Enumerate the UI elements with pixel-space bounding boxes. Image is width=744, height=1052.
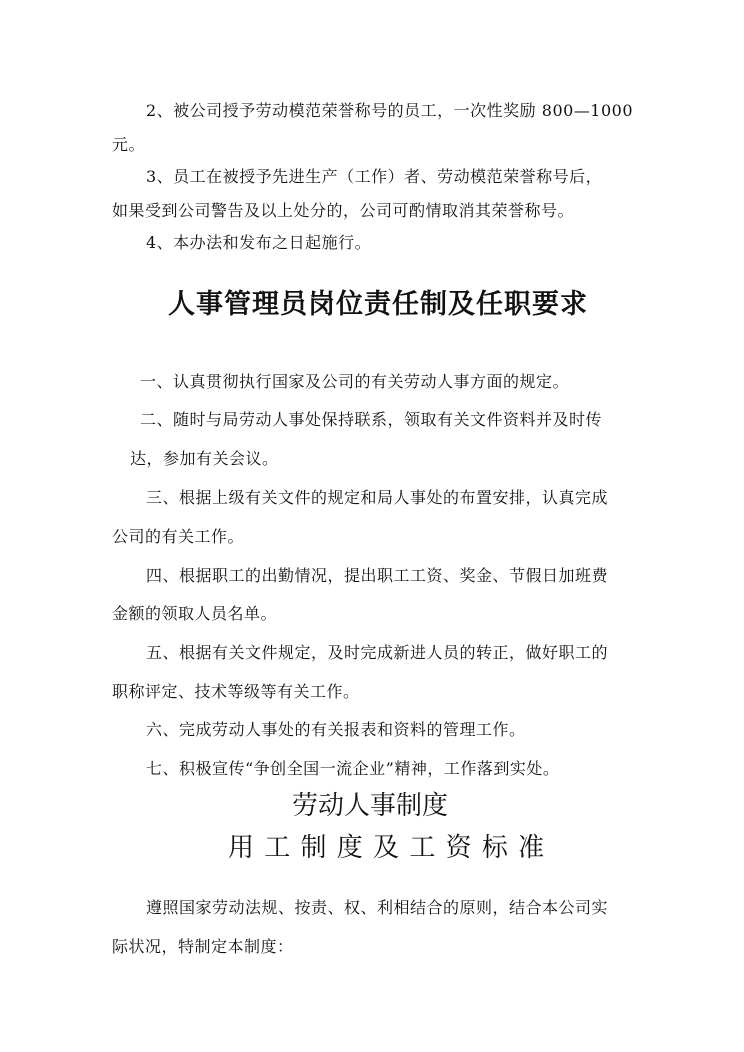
section-subtitle-employment-salary: 用 工 制 度 及 工 资 标 准 [228,833,546,863]
paragraph-item3-line2: 如果受到公司警告及以上处分的，公司可酌情取消其荣誉称号。 [112,201,575,220]
duty-item-5-line1: 五、根据有关文件规定，及时完成新进人员的转正，做好职工的 [146,643,609,662]
duty-item-3-line1: 三、根据上级有关文件的规定和局人事处的布置安排，认真完成 [146,488,609,507]
section-title-labor-system: 劳动人事制度 [292,791,449,821]
duty-item-2-line1: 二、随时与局劳动人事处保持联系，领取有关文件资料并及时传 [140,410,603,429]
duty-item-3-line2: 公司的有关工作。 [112,527,245,546]
duty-item-2-line2: 达，参加有关会议。 [130,449,279,468]
duty-item-1: 一、认真贯彻执行国家及公司的有关劳动人事方面的规定。 [140,372,570,391]
duty-item-4-line2: 金额的领取人员名单。 [112,604,278,623]
duty-item-6: 六、完成劳动人事处的有关报表和资料的管理工作。 [146,720,526,739]
paragraph-item2-line1: 2、被公司授予劳动模范荣誉称号的员工，一次性奖励 800—1000 [146,101,634,120]
paragraph-item4: 4、本办法和发布之日起施行。 [146,233,372,252]
duty-item-4-line1: 四、根据职工的出勤情况，提出职工工资、奖金、节假日加班费 [146,566,609,585]
duty-item-5-line2: 职称评定、技术等级等有关工作。 [112,682,360,701]
duty-item-7: 七、积极宣传“争创全国一流企业”精神，工作落到实处。 [146,759,560,778]
section-title-hr-duties: 人事管理员岗位责任制及任职要求 [168,289,588,320]
paragraph-item2-line2: 元。 [112,135,146,154]
intro-line2: 际状况，特制定本制度： [112,937,294,956]
paragraph-item3-line1: 3、员工在被授予先进生产（工作）者、劳动模范荣誉称号后， [146,167,603,186]
intro-line1: 遵照国家劳动法规、按责、权、利相结合的原则，结合本公司实 [146,898,609,917]
